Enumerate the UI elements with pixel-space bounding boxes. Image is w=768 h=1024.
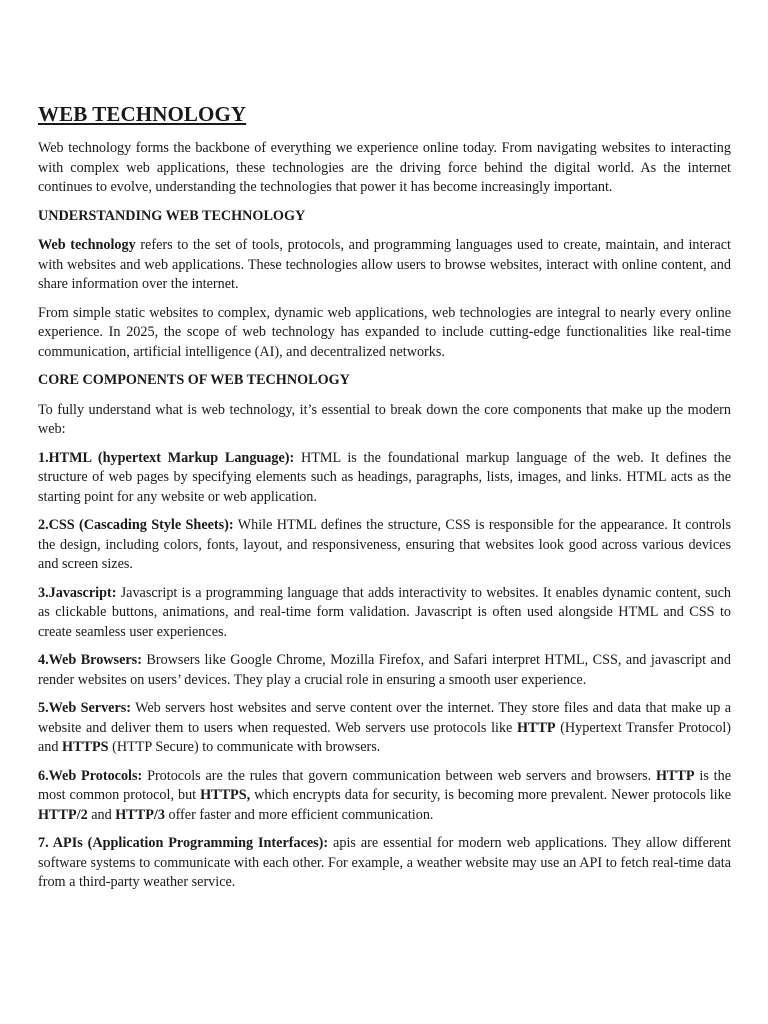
component-text: (HTTP Secure) to communicate with browsers. — [108, 739, 381, 755]
component-term: 6.Web Protocols: — [38, 767, 143, 784]
component-term: 4.Web Browsers: — [38, 652, 142, 668]
document-title: WEB TECHNOLOGY — [38, 102, 247, 126]
component-text: While HTML defines the structure, CSS is responsible for the appearance. It controls the design, including colors, fonts, layout, and responsiveness, ensuring that websites look good across various devices and screen sizes. — [38, 517, 731, 572]
definition-paragraph — [38, 236, 731, 295]
component-text: Protocols are the rules that govern communication between web servers and browsers. — [142, 767, 656, 784]
keyword-http: HTTP — [655, 767, 695, 784]
component-text: which encrypts data for security, is becoming more prevalent. Newer protocols like — [250, 787, 731, 803]
component-text: (Hypertext Transfer Protocol) and — [38, 719, 731, 755]
component-web-protocols — [38, 767, 731, 826]
definition-term: Web technology — [38, 237, 136, 253]
keyword-https: HTTPS — [62, 739, 109, 755]
component-web-browsers — [38, 651, 731, 690]
section-heading-core-components: CORE COMPONENTS OF WEB TECHNOLOGY — [38, 372, 350, 388]
component-term: 1.HTML (hypertext Markup Language): — [38, 449, 295, 466]
component-text: HTML is the foundational markup language of the web. It defines the structure of web pages by specifying elements such as headings, paragraphs, lists, images, and links. HTML acts as the starting point for any website or web application. — [38, 449, 731, 505]
component-text: Web servers host websites and serve content over the internet. They store files and data that make up a website and deliver them to users when requested. Web servers use protocols like — [38, 700, 731, 736]
component-term: 5.Web Servers: — [38, 700, 132, 716]
definition-text: refers to the set of tools, protocols, and programming languages used to create, maintain, and interact with websites and web applications. These technologies allow users to browse websites, interact with online content, and share information over the internet. — [38, 237, 731, 292]
component-text: is the most common protocol, but — [38, 767, 732, 803]
core-components-intro: To fully understand what is web technology, it’s essential to break down the core components that make up the modern web: — [38, 401, 731, 437]
keyword-http3: HTTP/3 — [115, 806, 165, 823]
component-text: Browsers like Google Chrome, Mozilla Firefox, and Safari interpret HTML, CSS, and javascript and render websites on users’ devices. They play a crucial role in ensuring a smooth user experience. — [38, 652, 731, 688]
intro-paragraph: Web technology forms the backbone of everything we experience online today. From navigating websites to interacting with complex web applications, these technologies are the driving force behind the digital world. As the internet continues to evolve, understanding the technologies that power it has become increasingly important. — [38, 140, 731, 195]
keyword-http: HTTP — [516, 719, 556, 736]
component-apis — [38, 834, 731, 893]
component-term: 7. APIs (Application Programming Interfaces): — [38, 835, 329, 851]
keyword-http2: HTTP/2 — [38, 806, 88, 823]
component-javascript — [38, 584, 731, 643]
component-text: apis are essential for modern web applications. They allow different software systems to communicate with each other. For example, a weather website may use an API to fetch real-time data from a third-party weather service. — [38, 835, 731, 890]
component-web-servers — [38, 699, 731, 758]
component-term: 2.CSS (Cascading Style Sheets): — [38, 517, 234, 533]
keyword-https: HTTPS, — [200, 787, 251, 803]
component-term: 3.Javascript: — [38, 584, 117, 601]
component-text: and — [87, 806, 116, 823]
scope-paragraph: From simple static websites to complex, dynamic web applications, web technologies are integral to nearly every online experience. In 2025, the scope of web technology has expanded to include cutting-edge functionalities like real-time communication, artificial intelligence (AI), and decentralized networks. — [38, 304, 731, 360]
component-html — [38, 449, 731, 508]
component-text: Javascript is a programming language that adds interactivity to websites. It enables dynamic content, such as clickable buttons, animations, and real-time form validation. Javascript is often used alongside HTML and CSS to create seamless user experiences. — [38, 584, 731, 640]
component-css — [38, 516, 731, 575]
component-text: offer faster and more efficient communication. — [164, 806, 434, 823]
section-heading-understanding: UNDERSTANDING WEB TECHNOLOGY — [38, 207, 306, 224]
